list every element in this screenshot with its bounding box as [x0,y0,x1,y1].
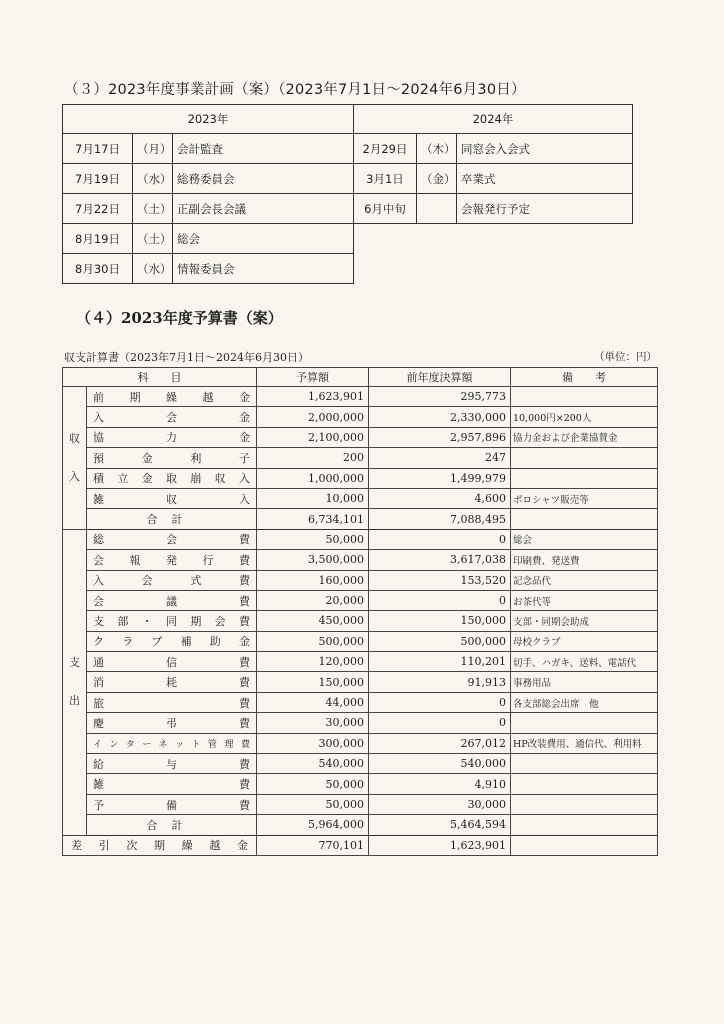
item-name: 前期繰越金 [87,387,257,407]
event-weekday: （水） [133,164,173,194]
item-budget: 540,000 [257,754,369,774]
header-budget: 予算額 [257,368,369,387]
event-name: 正副会長会議 [173,194,354,224]
item-prev: 91,913 [369,672,511,692]
item-budget: 50,000 [257,774,369,794]
item-name: インターネット管理費 [87,733,257,753]
section4-title: （４）2023年度予算書（案） [76,309,283,327]
event-date: 3月1日 [354,164,417,194]
expense-row [63,529,658,549]
item-budget: 150,000 [257,672,369,692]
income-row [63,387,658,407]
expense-row [63,713,658,733]
item-note: 切手、ハガキ、送料、電話代 [511,652,658,672]
item-budget: 20,000 [257,590,369,610]
budget-caption: 収支計算書（2023年7月1日～2024年6月30日） [64,351,309,364]
total-prev: 5,464,594 [369,815,511,835]
event-name: 会報発行予定 [457,194,633,224]
expense-total-row [63,815,658,835]
year-2024-header: 2024年 [354,105,633,134]
expense-row [63,672,658,692]
event-date: 7月22日 [63,194,133,224]
event-weekday: （土） [133,224,173,254]
expense-label-2: 出 [69,694,80,708]
item-note: 各支部総会出席 他 [511,692,658,712]
item-prev: 295,773 [369,387,511,407]
item-prev: 0 [369,713,511,733]
item-name: 積立金取崩収入 [87,468,257,488]
item-name: 旅費 [87,692,257,712]
balance-note [511,835,658,855]
event-date: 6月中旬 [354,194,417,224]
item-note: ポロシャツ販売等 [511,488,658,508]
item-name: 支部・同期会費 [87,611,257,631]
event-name: 総務委員会 [173,164,354,194]
item-prev: 2,957,896 [369,427,511,447]
income-group-label [63,387,87,530]
item-name: 総会費 [87,529,257,549]
item-budget: 500,000 [257,631,369,651]
schedule-row [63,134,633,164]
item-prev: 110,201 [369,652,511,672]
event-date: 7月17日 [63,134,133,164]
event-weekday: （月） [133,134,173,164]
expense-group-label [63,529,87,835]
item-prev: 267,012 [369,733,511,753]
total-prev: 7,088,495 [369,509,511,529]
income-row [63,407,658,427]
empty-cell [354,254,633,284]
item-note: 10,000円×200人 [511,407,658,427]
expense-row [63,550,658,570]
item-name: 通信費 [87,652,257,672]
item-budget: 1,000,000 [257,468,369,488]
header-prev: 前年度決算額 [369,368,511,387]
item-prev: 30,000 [369,794,511,814]
item-note: 印刷費、発送費 [511,550,658,570]
section3-title: （３）2023年度事業計画（案）（2023年7月1日～2024年6月30日） [64,82,526,98]
total-note [511,509,658,529]
income-total-row [63,509,658,529]
balance-prev: 1,623,901 [369,835,511,855]
total-label: 合計 [87,815,257,835]
item-prev: 0 [369,590,511,610]
item-prev: 4,600 [369,488,511,508]
item-budget: 10,000 [257,488,369,508]
item-name: 雑費 [87,774,257,794]
item-note [511,448,658,468]
income-label-2: 入 [69,469,80,483]
item-budget: 300,000 [257,733,369,753]
item-budget: 200 [257,448,369,468]
item-prev: 4,910 [369,774,511,794]
item-note: 支部・同期会助成 [511,611,658,631]
item-note: 母校クラブ [511,631,658,651]
schedule-row [63,254,633,284]
item-budget: 50,000 [257,794,369,814]
item-name: 入会金 [87,407,257,427]
schedule-table [62,104,633,284]
item-note [511,387,658,407]
schedule-row [63,164,633,194]
item-note [511,468,658,488]
item-note: お茶代等 [511,590,658,610]
event-name: 卒業式 [457,164,633,194]
schedule-row [63,224,633,254]
item-budget: 3,500,000 [257,550,369,570]
expense-row [63,692,658,712]
event-weekday: （土） [133,194,173,224]
item-note: 記念品代 [511,570,658,590]
item-budget: 450,000 [257,611,369,631]
item-prev: 0 [369,692,511,712]
item-note [511,754,658,774]
item-prev: 540,000 [369,754,511,774]
expense-row [63,631,658,651]
total-budget: 5,964,000 [257,815,369,835]
item-budget: 50,000 [257,529,369,549]
item-prev: 500,000 [369,631,511,651]
event-date: 2月29日 [354,134,417,164]
event-name: 総会 [173,224,354,254]
schedule-year-row [63,105,633,134]
balance-label: 差引次期繰越金 [63,835,257,855]
expense-row [63,733,658,753]
item-name: 雑収入 [87,488,257,508]
item-name: 慶弔費 [87,713,257,733]
event-weekday: （水） [133,254,173,284]
income-label-1: 収 [69,431,80,445]
expense-row [63,570,658,590]
item-note [511,794,658,814]
event-date: 7月19日 [63,164,133,194]
item-prev: 3,617,038 [369,550,511,570]
income-row [63,427,658,447]
item-budget: 2,100,000 [257,427,369,447]
expense-row [63,652,658,672]
item-budget: 2,000,000 [257,407,369,427]
item-budget: 1,623,901 [257,387,369,407]
item-name: 給与費 [87,754,257,774]
income-row [63,488,658,508]
expense-label-1: 支 [69,656,80,670]
header-item: 科 目 [63,368,257,387]
item-note: 事務用品 [511,672,658,692]
item-name: 会議費 [87,590,257,610]
item-note [511,774,658,794]
event-date: 8月19日 [63,224,133,254]
event-date: 8月30日 [63,254,133,284]
item-name: 会報発行費 [87,550,257,570]
unit-label: （単位：円） [594,351,657,363]
event-name: 同窓会入会式 [457,134,633,164]
item-prev: 1,499,979 [369,468,511,488]
event-weekday: （金） [417,164,457,194]
expense-row [63,774,658,794]
income-row [63,468,658,488]
item-prev: 150,000 [369,611,511,631]
expense-row [63,590,658,610]
total-note [511,815,658,835]
event-weekday: （木） [417,134,457,164]
item-note: HP改装費用、通信代、利用料 [511,733,658,753]
expense-row [63,794,658,814]
item-name: 協力金 [87,427,257,447]
event-name: 情報委員会 [173,254,354,284]
item-budget: 30,000 [257,713,369,733]
balance-budget: 770,101 [257,835,369,855]
item-name: クラブ補助金 [87,631,257,651]
item-note [511,713,658,733]
schedule-row [63,194,633,224]
income-row [63,448,658,468]
event-weekday [417,194,457,224]
item-budget: 160,000 [257,570,369,590]
item-name: 入会式費 [87,570,257,590]
total-budget: 6,734,101 [257,509,369,529]
expense-row [63,611,658,631]
item-prev: 153,520 [369,570,511,590]
header-note: 備 考 [511,368,658,387]
balance-row [63,835,658,855]
item-budget: 120,000 [257,652,369,672]
year-2023-header: 2023年 [63,105,354,134]
item-prev: 0 [369,529,511,549]
item-budget: 44,000 [257,692,369,712]
item-note: 総会 [511,529,658,549]
item-prev: 2,330,000 [369,407,511,427]
item-prev: 247 [369,448,511,468]
total-label: 合計 [87,509,257,529]
item-note: 協力金および企業協賛金 [511,427,658,447]
event-name: 会計監査 [173,134,354,164]
item-name: 消耗費 [87,672,257,692]
budget-table [62,367,658,856]
item-name: 預金利子 [87,448,257,468]
item-name: 予備費 [87,794,257,814]
empty-cell [354,224,633,254]
expense-row [63,754,658,774]
budget-header-row [63,368,658,387]
